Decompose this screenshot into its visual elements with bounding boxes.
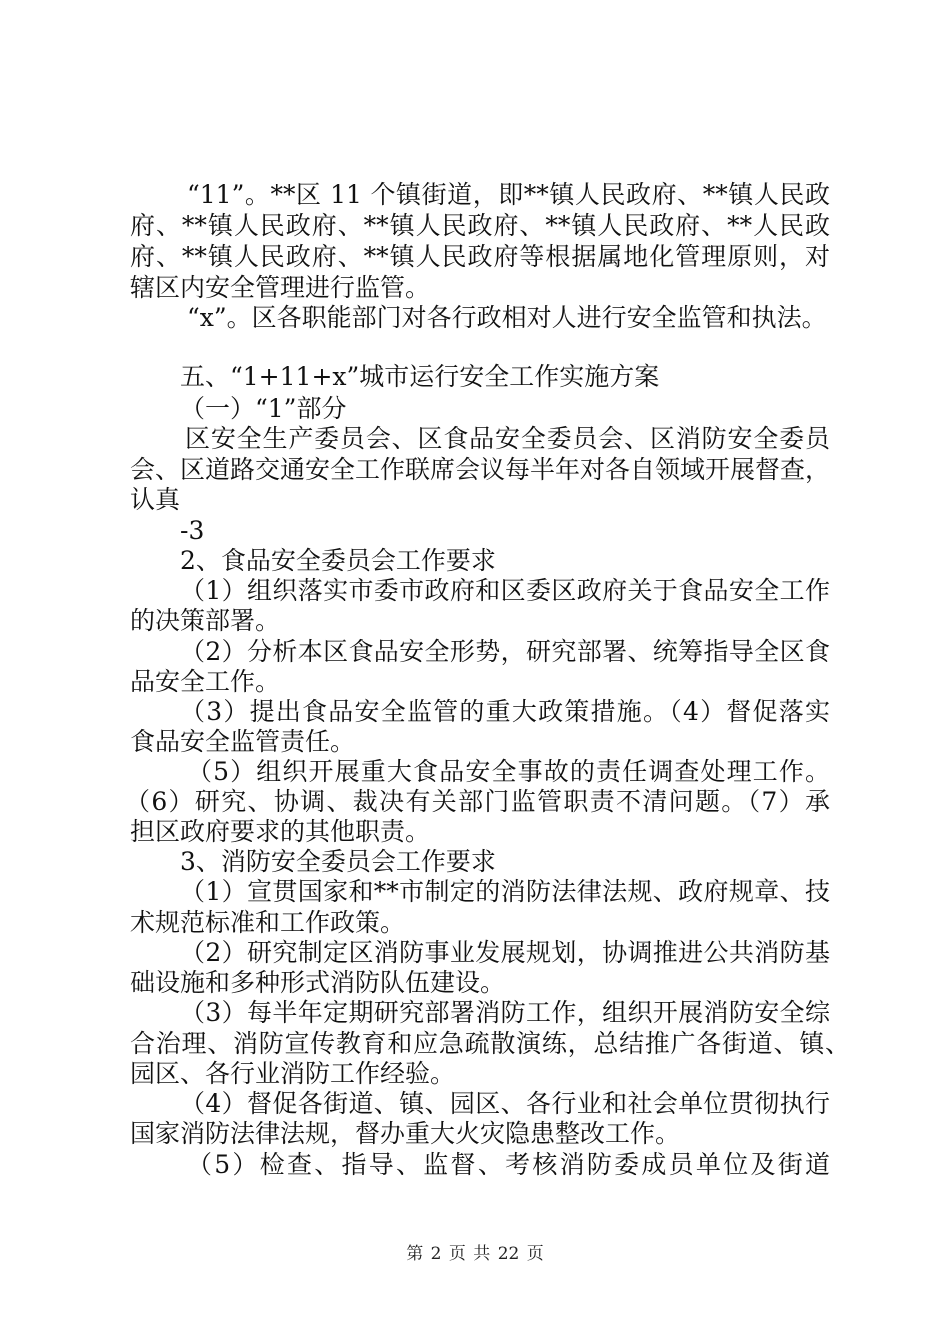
section-heading: 五、“1+11+x”城市运行安全工作实施方案 [180,362,660,391]
paragraph-line: 担区政府要求的其他职责。 [130,817,431,846]
paragraph-line: （3）提出食品安全监管的重大政策措施。（4）督促落实 [180,697,830,726]
paragraph-line: （5）检查、指导、监督、考核消防委成员单位及街道 [187,1150,830,1179]
paragraph-line: 园区、各行业消防工作经验。 [130,1059,456,1088]
page-marker: -3 [180,516,205,545]
paragraph-line: （4）督促各街道、镇、园区、各行业和社会单位贯彻执行 [180,1089,830,1118]
page-footer: 第 2 页 共 22 页 [406,1244,544,1264]
paragraph-line: （6）研究、协调、裁决有关部门监管职责不清问题。（7）承 [125,787,830,816]
paragraph-line: （1）组织落实市委市政府和区委区政府关于食品安全工作 [180,576,830,605]
subsection-heading: （一）“1”部分 [180,394,347,423]
paragraph-line: 区安全生产委员会、区食品安全委员会、区消防安全委员 [185,424,830,453]
paragraph-line: 国家消防法律法规，督办重大火灾隐患整改工作。 [130,1119,681,1148]
paragraph-line: 府、**镇人民政府、**镇人民政府、**镇人民政府、**人民政 [130,211,830,240]
paragraph-line: 合治理、消防宣传教育和应急疏散演练，总结推广各街道、镇、 [130,1029,850,1058]
paragraph-line: 的决策部署。 [130,606,281,635]
paragraph-line: 府、**镇人民政府、**镇人民政府等根据属地化管理原则，对 [130,242,830,271]
section-heading: 2、食品安全委员会工作要求 [180,546,496,575]
paragraph-line: 认真 [130,485,181,514]
paragraph-line: 品安全工作。 [130,667,281,696]
paragraph-line: 础设施和多种形式消防队伍建设。 [130,968,506,997]
paragraph-line: （1）宣贯国家和**市制定的消防法律法规、政府规章、技 [180,877,830,906]
paragraph-line: 术规范标准和工作政策。 [130,908,406,937]
paragraph-line: （2）分析本区食品安全形势，研究部署、统筹指导全区食 [180,637,830,666]
paragraph-line: （5）组织开展重大食品安全事故的责任调查处理工作。 [187,757,830,786]
paragraph-line: 食品安全监管责任。 [130,727,356,756]
paragraph-line: （3）每半年定期研究部署消防工作，组织开展消防安全综 [180,998,830,1027]
paragraph-line: （2）研究制定区消防事业发展规划，协调推进公共消防基 [180,938,830,967]
paragraph-line: 辖区内安全管理进行监管。 [130,273,431,302]
paragraph-line: 会、区道路交通安全工作联席会议每半年对各自领域开展督查， [130,455,831,484]
paragraph-line: “x”。区各职能部门对各行政相对人进行安全监管和执法。 [187,303,827,332]
section-heading: 3、消防安全委员会工作要求 [180,847,496,876]
paragraph-line: “11”。**区 11 个镇街道，即**镇人民政府、**镇人民政 [187,180,830,209]
